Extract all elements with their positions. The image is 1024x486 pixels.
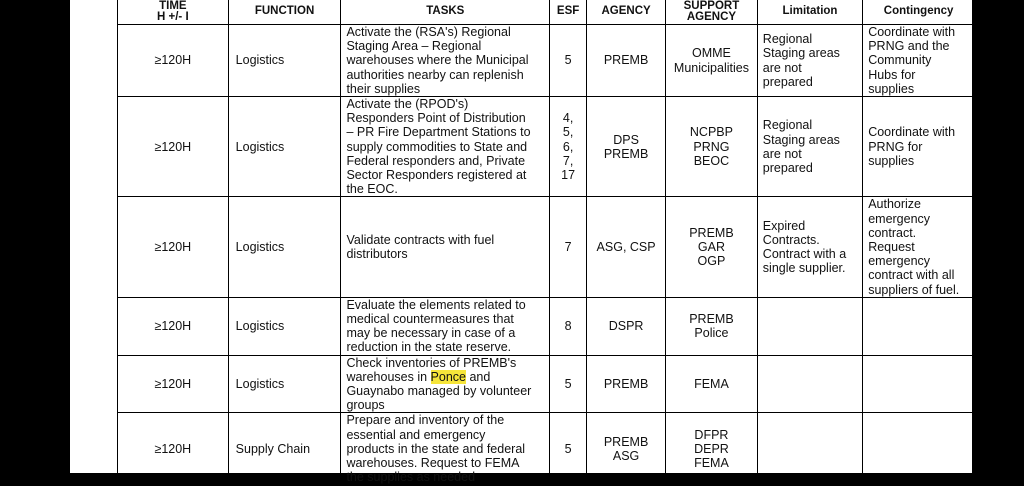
cell-contingency: Authorize emergency contract. Request emergency contract with all suppliers of fuel. (863, 197, 975, 297)
cell-task: Check inventories of PREMB's warehouses in Ponce and Guaynabo managed by volunteer groups (341, 355, 550, 413)
cell-time: ≥120H (118, 197, 229, 297)
cell-esf: 7 (550, 197, 587, 297)
table-header-row (118, 0, 975, 25)
cell-agency: PREMB ASG (587, 413, 666, 485)
cell-contingency (863, 413, 975, 485)
cell-limitation: Regional Staging areas are not prepared (757, 25, 862, 97)
cell-support-agency: PREMB Police (666, 297, 758, 355)
table-row (118, 297, 975, 355)
cell-task: Evaluate the elements related to medical countermeasures that may be necessary in case of a reduction in the state reserve. (341, 297, 550, 355)
cell-function: Logistics (228, 197, 341, 297)
cell-limitation: Expired Contracts. Contract with a single supplier. (757, 197, 862, 297)
cell-support-agency: FEMA (666, 355, 758, 413)
cell-esf: 8 (550, 297, 587, 355)
cell-function: Logistics (228, 355, 341, 413)
cell-task: Activate the (RPOD's) Responders Point of Distribution – PR Fire Department Stations to supply commodities to State and Federal responders and, Private Sector Responders registered at the EOC. (341, 97, 550, 197)
cell-support-agency: NCPBP PRNG BEOC (666, 97, 758, 197)
logistics-task-table (117, 0, 975, 486)
cell-task: Validate contracts with fuel distributors (341, 197, 550, 297)
cell-limitation (757, 413, 862, 485)
cell-support-agency: OMME Municipalities (666, 25, 758, 97)
cell-contingency (863, 297, 975, 355)
cell-esf: 4, 5, 6, 7, 17 (550, 97, 587, 197)
header-support-agency: SUPPORT AGENCY (666, 0, 758, 25)
header-time: TIME H +/- I (118, 0, 229, 25)
cell-contingency: Coordinate with PRNG and the Community Hubs for supplies (863, 25, 975, 97)
header-tasks: TASKS (341, 0, 550, 25)
cell-time: ≥120H (118, 25, 229, 97)
cell-agency: ASG, CSP (587, 197, 666, 297)
cell-time: ≥120H (118, 355, 229, 413)
header-function: FUNCTION (228, 0, 341, 25)
header-limitation: Limitation (757, 0, 862, 25)
header-contingency: Contingency (863, 0, 975, 25)
header-esf: ESF (550, 0, 587, 25)
table-row (118, 355, 975, 413)
cell-time: ≥120H (118, 413, 229, 485)
cell-contingency: Coordinate with PRNG for supplies (863, 97, 975, 197)
document-page (70, 0, 972, 485)
cell-agency: DPS PREMB (587, 97, 666, 197)
cell-function: Logistics (228, 97, 341, 197)
cell-esf: 5 (550, 413, 587, 485)
cell-function: Logistics (228, 25, 341, 97)
table-row (118, 197, 975, 297)
cell-contingency (863, 355, 975, 413)
highlighted-text: Ponce (430, 369, 466, 384)
cell-agency: PREMB (587, 355, 666, 413)
cell-limitation (757, 355, 862, 413)
cell-agency: PREMB (587, 25, 666, 97)
cell-time: ≥120H (118, 297, 229, 355)
cell-task: Activate the (RSA's) Regional Staging Area – Regional warehouses where the Municipal authorities nearby can replenish their supplies (341, 25, 550, 97)
cell-esf: 5 (550, 25, 587, 97)
cell-function: Supply Chain (228, 413, 341, 485)
table-row (118, 25, 975, 97)
cell-agency: DSPR (587, 297, 666, 355)
cell-limitation (757, 297, 862, 355)
cell-limitation: Regional Staging areas are not prepared (757, 97, 862, 197)
cell-esf: 5 (550, 355, 587, 413)
table-row (118, 97, 975, 197)
cell-function: Logistics (228, 297, 341, 355)
cell-task: Prepare and inventory of the essential and emergency products in the state and federal warehouses. Request to FEMA the supplies as needed (341, 413, 550, 485)
cell-time: ≥120H (118, 97, 229, 197)
cell-support-agency: DFPR DEPR FEMA (666, 413, 758, 485)
header-agency: AGENCY (587, 0, 666, 25)
table-row (118, 413, 975, 485)
cell-support-agency: PREMB GAR OGP (666, 197, 758, 297)
